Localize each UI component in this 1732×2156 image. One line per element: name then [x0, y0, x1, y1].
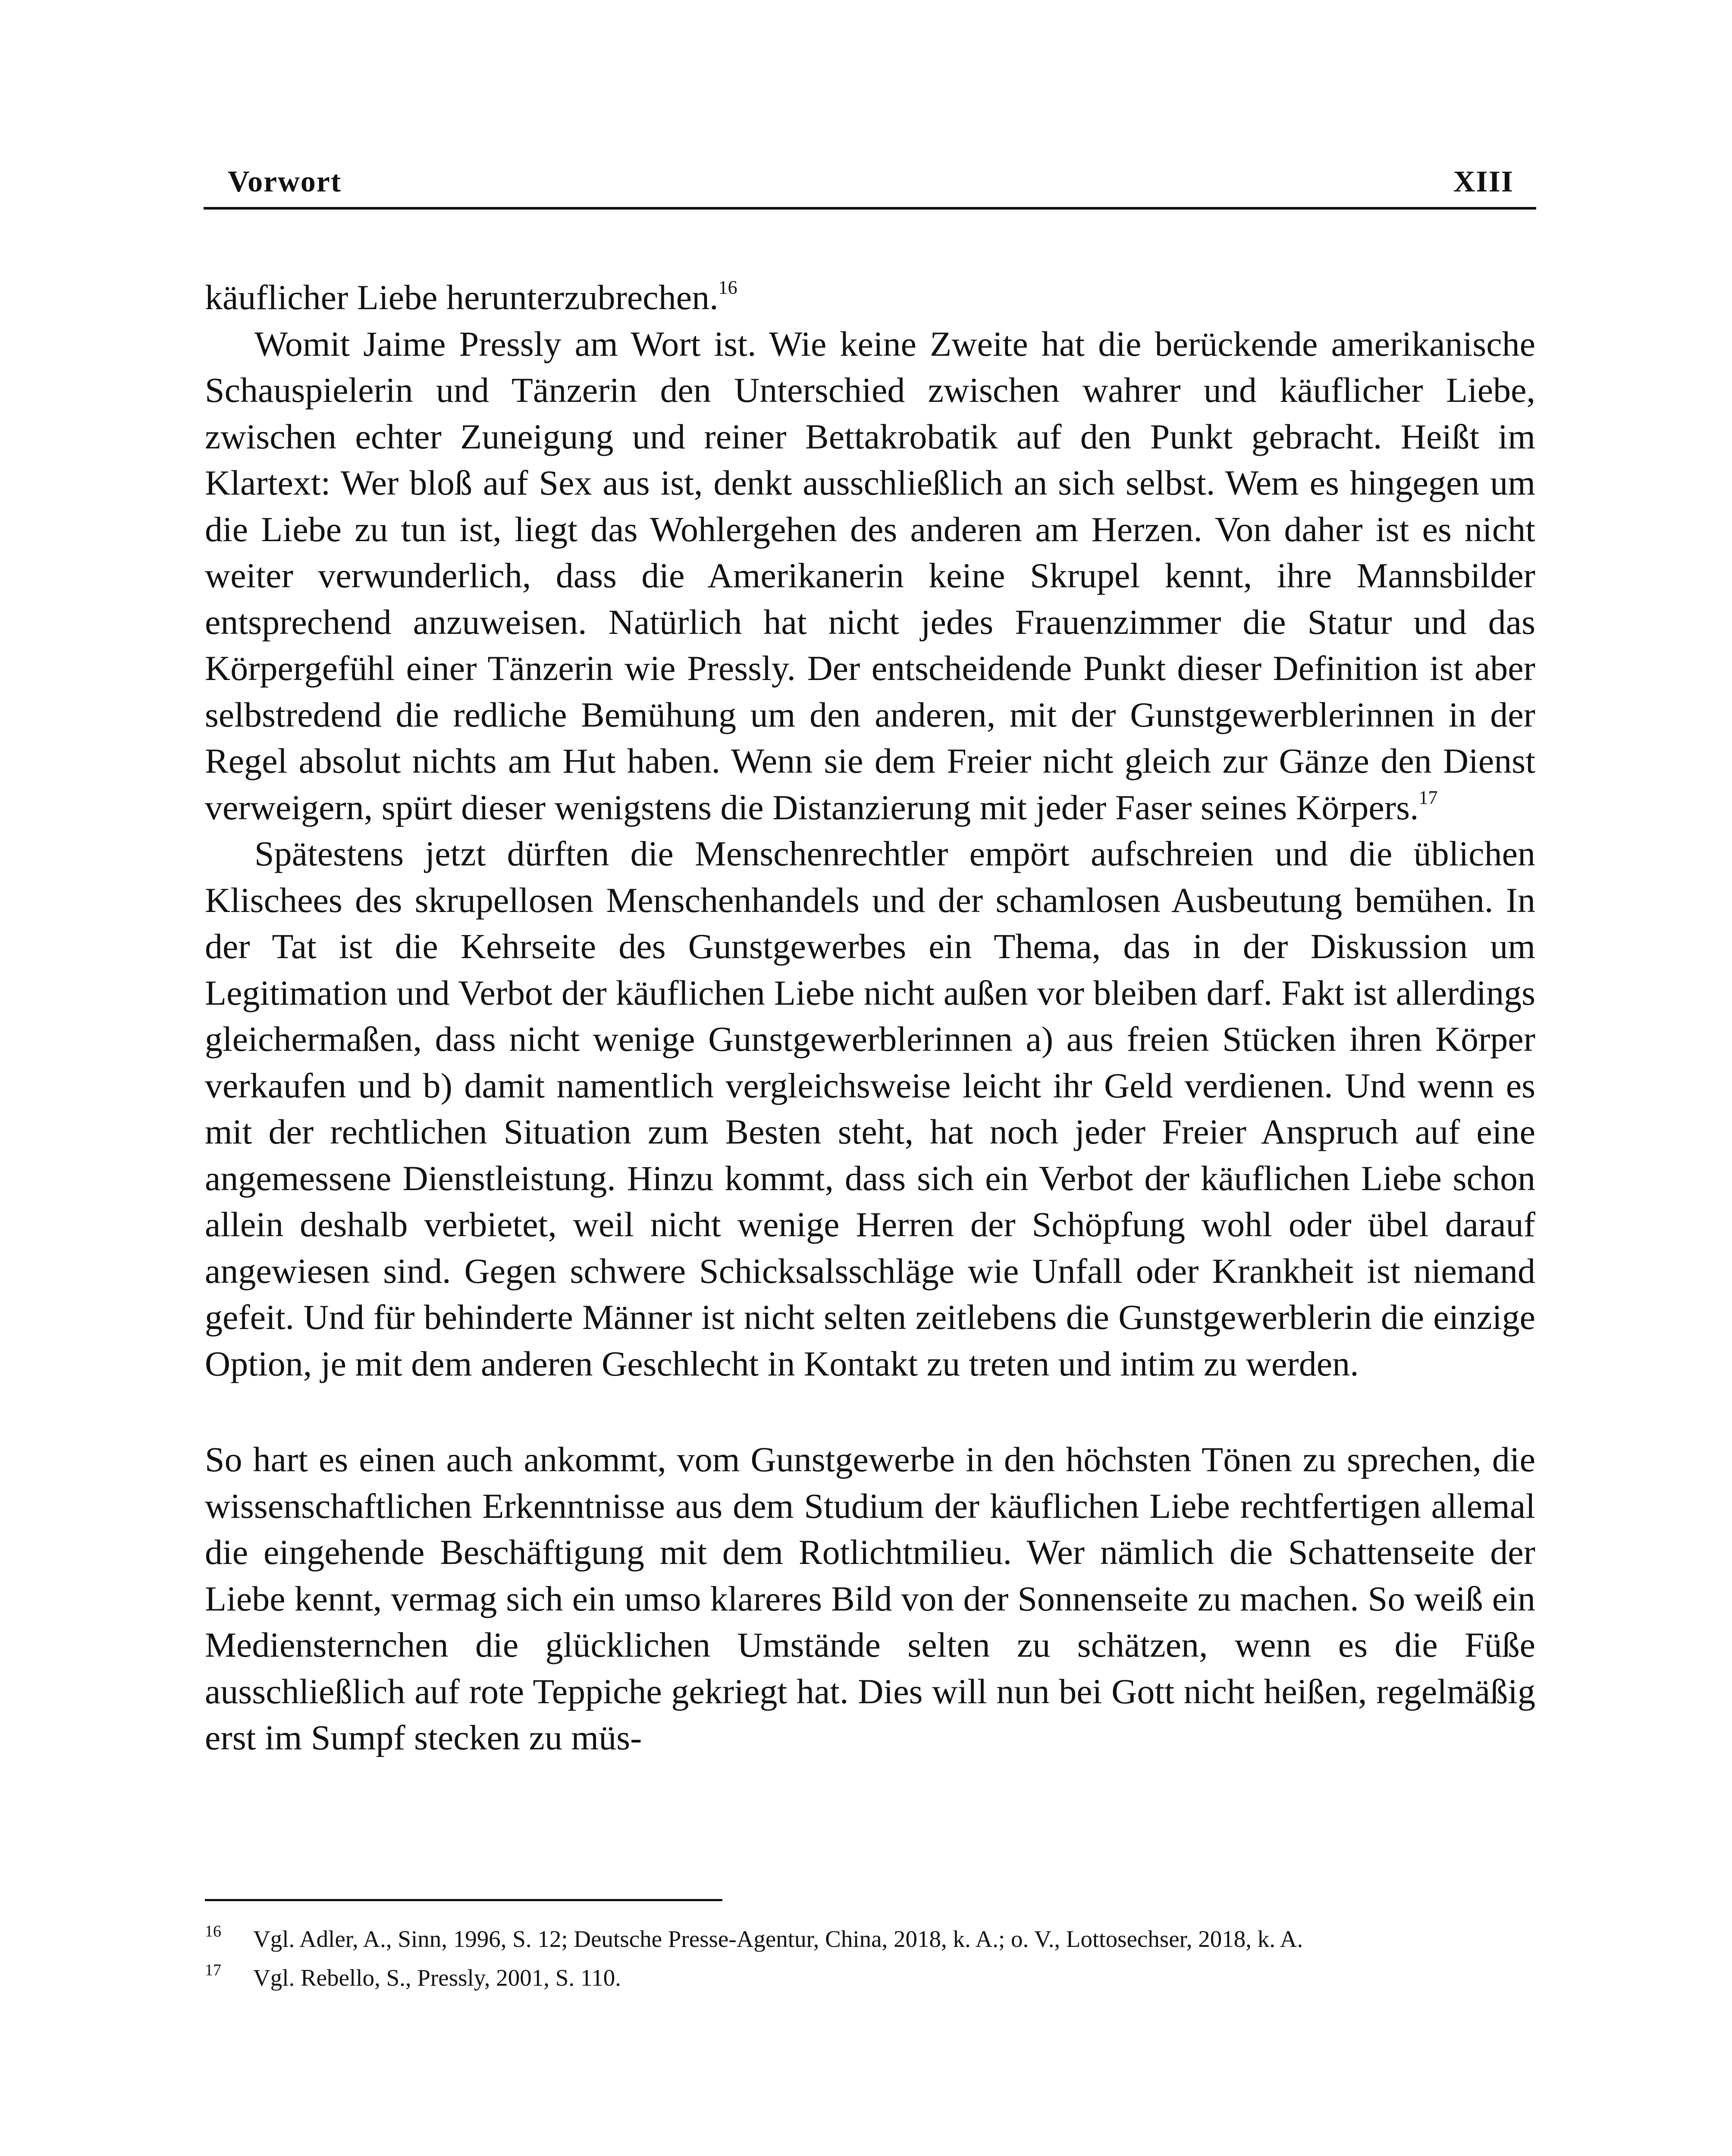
footnote-number: 17: [205, 1961, 221, 1979]
paragraph-2: Womit Jaime Pressly am Wort ist. Wie keine Zweite hat die berückende amerikanische Schauspielerin und Tänzerin den Unterschied zwischen wahrer und käuflicher Liebe, zwischen echter Zuneigung und reiner Bettakrobatik auf den Punkt gebracht. Heißt im Klartext: Wer bloß auf Sex aus ist, denkt ausschließlich an sich selbst. Wem es hingegen um die Liebe zu tun ist, liegt das Wohlergehen des anderen am Herzen. Von daher ist es nicht weiter verwunderlich, dass die Amerikanerin keine Skrupel kennt, ihre Mannsbilder entsprechend anzuweisen. Natürlich hat nicht jedes Frauenzimmer die Statur und das Körpergefühl einer Tänzerin wie Pressly. Der entscheidende Punkt dieser Definition ist aber selbstredend die redliche Bemühung um den anderen, mit der Gunstgewerblerinnen in der Regel absolut nichts am Hut haben. Wenn sie dem Freier nicht gleich zur Gänze den Dienst verweigern, spürt dieser wenigstens die Distanzierung mit jeder Faser seines Körpers.$^{17}$: [205, 324, 1535, 827]
footnote-ref-17[interactable]: 17: [1418, 787, 1438, 808]
running-header: [204, 160, 1536, 210]
paragraph-4: So hart es einen auch ankommt, vom Gunstgewerbe in den höchsten Tönen zu sprechen, die wissenschaftlichen Erkenntnisse aus dem Studium der käuflichen Liebe rechtfertigen allemal die eingehende Beschäftigung mit dem Rotlichtmilieu. Wer nämlich die Schattenseite der Liebe kennt, vermag sich ein umso klareres Bild von der Sonnenseite zu machen. So weiß ein Mediensternchen die glücklichen Umstände selten zu schätzen, wenn es die Füße ausschließlich auf rote Teppiche gekriegt hat. Dies will nun bei Gott nicht heißen, regelmäßig erst im Sumpf stecken zu müs-: [205, 1440, 1535, 1757]
footnote-16: [205, 1920, 1535, 1959]
paragraph-1: käuflicher Liebe herunterzubrechen.$^{16}$: [205, 277, 737, 317]
footnote-separator: [205, 1899, 722, 1901]
footnote-text: Vgl. Rebello, S., Pressly, 2001, S. 110.: [253, 1965, 621, 1991]
footnote-17: [205, 1959, 1535, 1997]
header-section-title: Vorwort: [228, 165, 342, 198]
footnotes: [205, 1920, 1535, 1997]
footnote-ref-16[interactable]: 16: [718, 277, 737, 298]
footnote-text: Vgl. Adler, A., Sinn, 1996, S. 12; Deutsche Presse-Agentur, China, 2018, k. A.; o. V., Lottosechser, 2018, k. A.: [253, 1926, 1303, 1952]
paragraph-3: Spätestens jetzt dürften die Menschenrechtler empört aufschreien und die üblichen Klischees des skrupellosen Menschenhandels und der schamlosen Ausbeutung bemühen. In der Tat ist die Kehrseite des Gunstgewerbes ein Thema, das in der Diskussion um Legitimation und Verbot der käuflichen Liebe nicht außen vor bleiben darf. Fakt ist allerdings gleichermaßen, dass nicht wenige Gunstgewerblerinnen a) aus freien Stücken ihren Körper verkaufen und b) damit namentlich vergleichsweise leicht ihr Geld verdienen. Und wenn es mit der rechtlichen Situation zum Besten steht, hat noch jeder Freier Anspruch auf eine angemessene Dienstleistung. Hinzu kommt, dass sich ein Verbot der käuflichen Liebe schon allein deshalb verbietet, weil nicht wenige Herren der Schöpfung wohl oder übel darauf angewiesen sind. Gegen schwere Schicksalsschläge wie Unfall oder Krankheit ist niemand gefeit. Und für behinderte Männer ist nicht selten zeitlebens die Gunstgewerblerin die einzige Option, je mit dem anderen Geschlecht in Kontakt zu treten und intim zu werden.: [205, 834, 1535, 1383]
header-page-number: XIII: [1453, 165, 1514, 198]
body-text: [205, 274, 1535, 1761]
footnote-number: 16: [205, 1922, 221, 1940]
